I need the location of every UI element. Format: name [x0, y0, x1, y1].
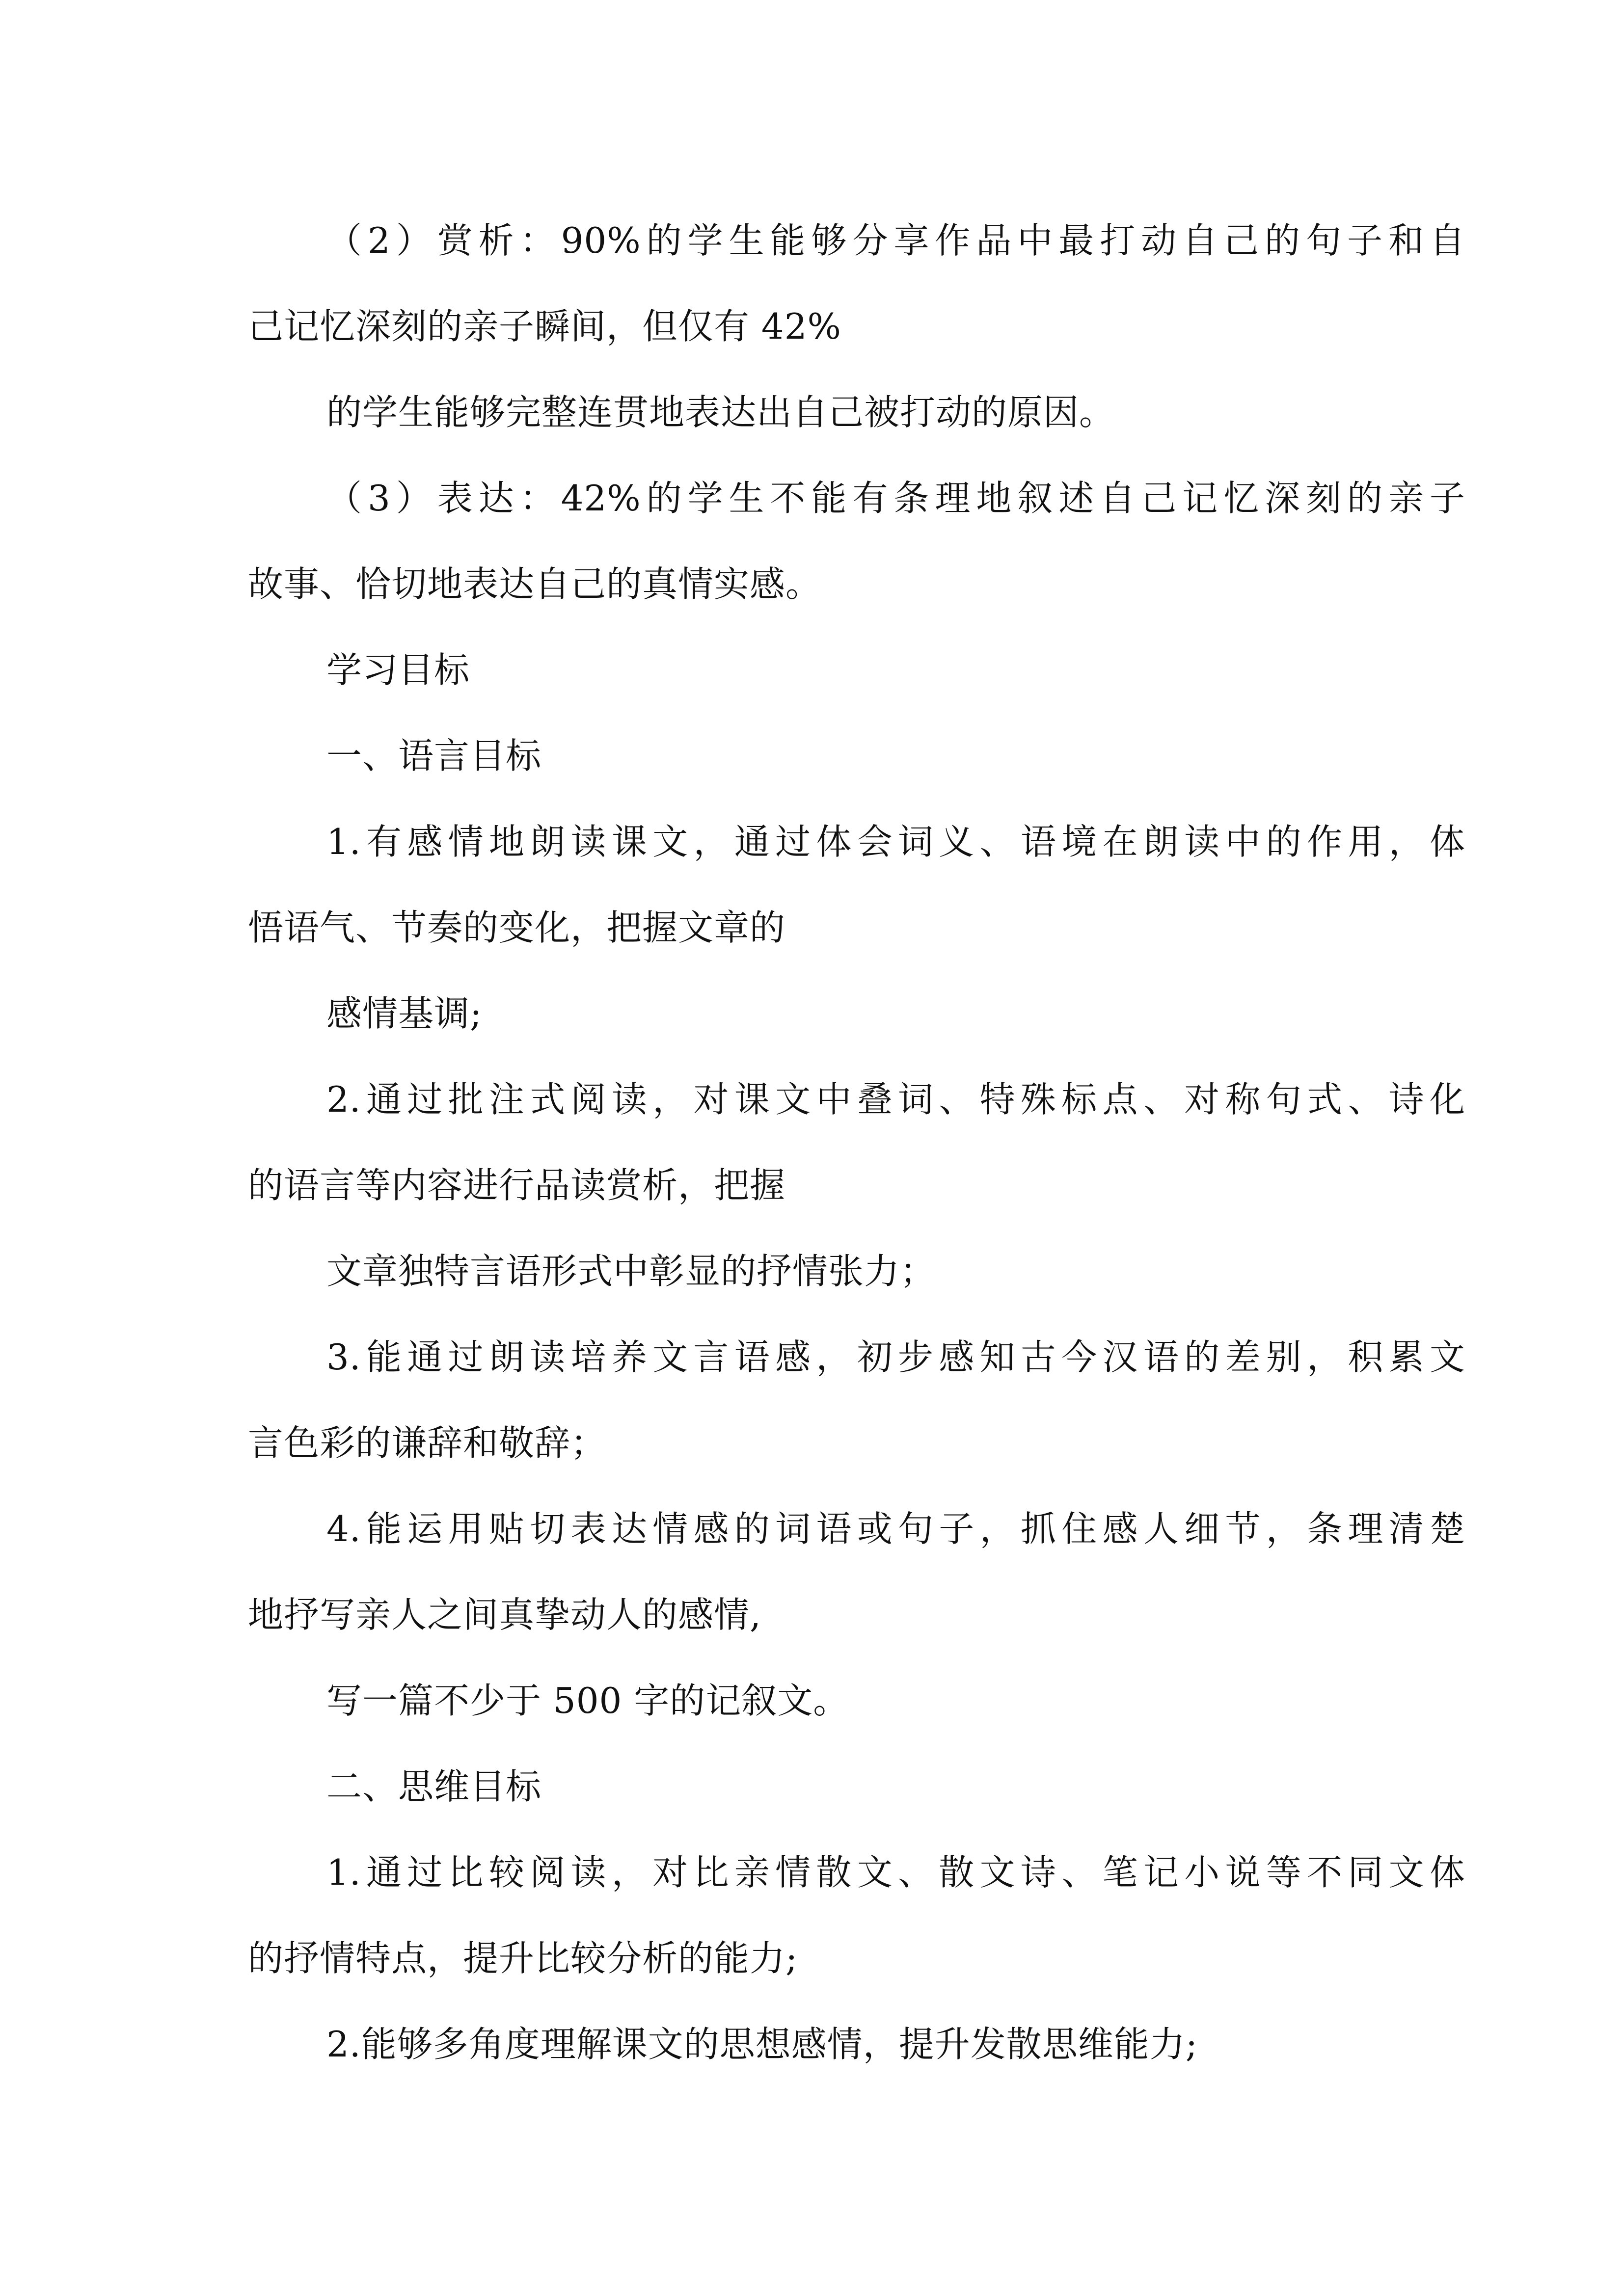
- paragraph-line-22: 2.能够多角度理解课文的思想感情，提升发散思维能力;: [326, 2024, 1198, 2065]
- paragraph-line-18: 写一篇不少于 500 字的记叙文。: [326, 1680, 849, 1721]
- paragraph-line-16: 4.能运用贴切表达情感的词语或句子，抓住感人细节，条理清楚: [326, 1508, 1465, 1549]
- paragraph-line-5: 故事、恰切地表达自己的真情实感。: [248, 563, 822, 605]
- paragraph-line-20: 1.通过比较阅读，对比亲情散文、散文诗、笔记小说等不同文体: [326, 1852, 1465, 1893]
- paragraph-line-21: 的抒情特点，提升比较分析的能力;: [248, 1938, 798, 1979]
- section-heading-language-goals: 一、语言目标: [326, 735, 542, 776]
- paragraph-line-9: 悟语气、节奏的变化，把握文章的: [248, 907, 786, 948]
- paragraph-line-11: 2.通过批注式阅读，对课文中叠词、特殊标点、对称句式、诗化: [326, 1079, 1465, 1120]
- paragraph-line-12: 的语言等内容进行品读赏析，把握: [248, 1165, 786, 1206]
- paragraph-line-10: 感情基调;: [326, 993, 483, 1034]
- paragraph-line-15: 言色彩的谦辞和敬辞；: [248, 1422, 607, 1464]
- paragraph-line-14: 3.能通过朗读培养文言语感，初步感知古今汉语的差别，积累文: [326, 1336, 1465, 1378]
- paragraph-line-13: 文章独特言语形式中彰显的抒情张力；: [326, 1251, 936, 1292]
- paragraph-line-3: 的学生能够完整连贯地表达出自己被打动的原因。: [326, 392, 1115, 433]
- section-heading-learning-goals: 学习目标: [326, 649, 470, 691]
- paragraph-line-2: 己记忆深刻的亲子瞬间，但仅有 42%: [248, 306, 841, 347]
- paragraph-line-1: （2）赏析：90%的学生能够分享作品中最打动自己的句子和自: [326, 220, 1465, 261]
- paragraph-line-4: （3）表达：42%的学生不能有条理地叙述自己记忆深刻的亲子: [326, 478, 1465, 519]
- paragraph-line-8: 1.有感情地朗读课文，通过体会词义、语境在朗读中的作用，体: [326, 821, 1465, 862]
- paragraph-line-17: 地抒写亲人之间真挚动人的感情,: [248, 1594, 761, 1635]
- section-heading-thinking-goals: 二、思维目标: [326, 1766, 542, 1807]
